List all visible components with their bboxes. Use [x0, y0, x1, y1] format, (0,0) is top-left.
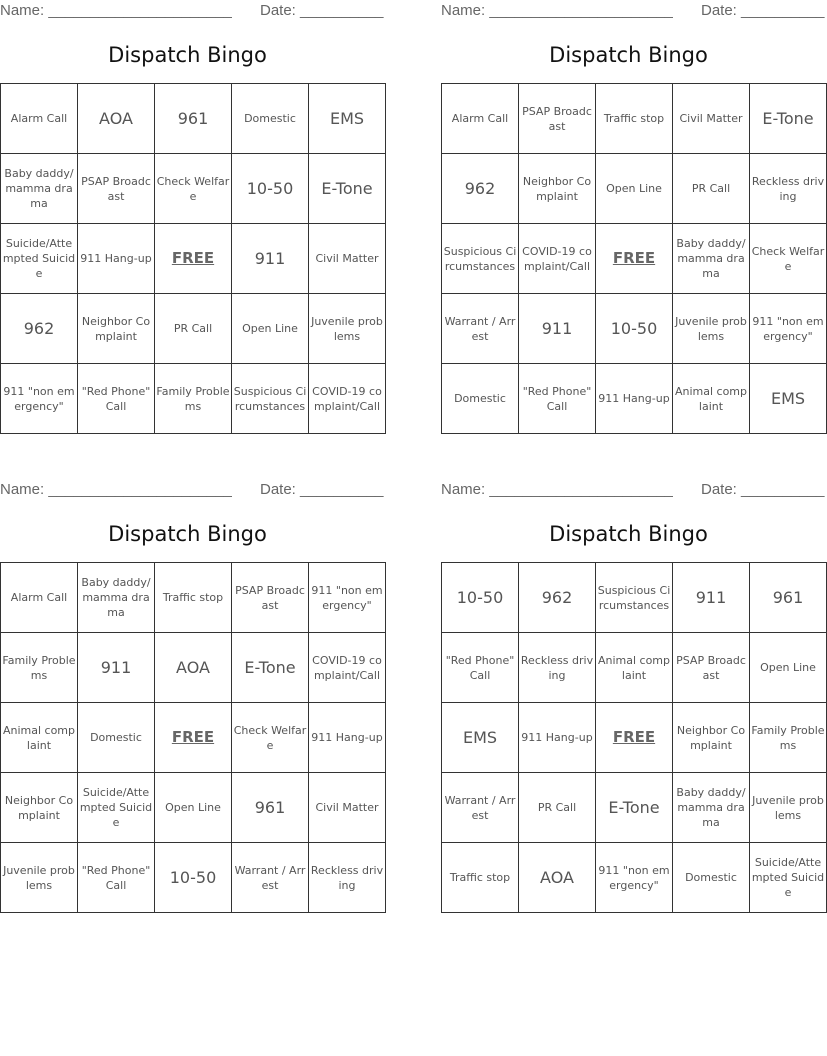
- bingo-cell[interactable]: Suspicious Circumstances: [596, 563, 673, 633]
- bingo-row: [1, 154, 386, 224]
- bingo-cell[interactable]: 911: [232, 224, 309, 294]
- bingo-cell[interactable]: COVID-19 complaint/Call: [519, 224, 596, 294]
- bingo-cell[interactable]: Warrant / Arrest: [442, 773, 519, 843]
- bingo-cell[interactable]: EMS: [309, 84, 386, 154]
- bingo-cell[interactable]: Alarm Call: [442, 84, 519, 154]
- bingo-cell[interactable]: 911 Hang-up: [78, 224, 155, 294]
- bingo-cell[interactable]: Open Line: [596, 154, 673, 224]
- bingo-cell[interactable]: 961: [750, 563, 827, 633]
- bingo-cell[interactable]: "Red Phone" Call: [78, 843, 155, 913]
- bingo-cell[interactable]: 911: [673, 563, 750, 633]
- bingo-cell[interactable]: Baby daddy/mamma drama: [673, 773, 750, 843]
- bingo-row: [1, 703, 386, 773]
- bingo-cell[interactable]: E-Tone: [232, 633, 309, 703]
- date-field-line: Date: __________: [701, 481, 825, 498]
- bingo-cell[interactable]: AOA: [519, 843, 596, 913]
- bingo-cell[interactable]: PR Call: [673, 154, 750, 224]
- bingo-cell[interactable]: Open Line: [155, 773, 232, 843]
- free-space[interactable]: FREE: [155, 703, 232, 773]
- bingo-cell[interactable]: Reckless driving: [750, 154, 827, 224]
- bingo-row: [1, 84, 386, 154]
- bingo-row: [442, 84, 827, 154]
- date-field-line: Date: __________: [260, 2, 384, 19]
- bingo-cell[interactable]: Domestic: [232, 84, 309, 154]
- bingo-cell[interactable]: 962: [1, 294, 78, 364]
- bingo-cell[interactable]: Traffic stop: [155, 563, 232, 633]
- bingo-cell[interactable]: PSAP Broadcast: [673, 633, 750, 703]
- bingo-cell[interactable]: 911 Hang-up: [596, 364, 673, 434]
- bingo-row: [442, 633, 827, 703]
- bingo-row: [442, 224, 827, 294]
- bingo-cell[interactable]: Alarm Call: [1, 84, 78, 154]
- bingo-row: [1, 364, 386, 434]
- bingo-cell[interactable]: PSAP Broadcast: [232, 563, 309, 633]
- bingo-cell[interactable]: Reckless driving: [519, 633, 596, 703]
- card-title: Dispatch Bingo: [108, 522, 267, 546]
- bingo-cell[interactable]: "Red Phone" Call: [519, 364, 596, 434]
- bingo-row: [442, 563, 827, 633]
- bingo-cell[interactable]: Check Welfare: [155, 154, 232, 224]
- bingo-cell[interactable]: E-Tone: [596, 773, 673, 843]
- bingo-cell[interactable]: COVID-19 complaint/Call: [309, 364, 386, 434]
- bingo-row: [442, 773, 827, 843]
- bingo-cell[interactable]: Reckless driving: [309, 843, 386, 913]
- free-space[interactable]: FREE: [596, 703, 673, 773]
- bingo-cell[interactable]: Domestic: [78, 703, 155, 773]
- bingo-card-1: [0, 0, 384, 440]
- bingo-cell[interactable]: PSAP Broadcast: [78, 154, 155, 224]
- bingo-row: [1, 773, 386, 843]
- bingo-cell[interactable]: Warrant / Arrest: [442, 294, 519, 364]
- bingo-cell[interactable]: Domestic: [673, 843, 750, 913]
- bingo-cell[interactable]: 911 "non emergency": [596, 843, 673, 913]
- bingo-cell[interactable]: Suspicious Circumstances: [442, 224, 519, 294]
- bingo-cell[interactable]: 911 "non emergency": [1, 364, 78, 434]
- bingo-cell[interactable]: Juvenile problems: [1, 843, 78, 913]
- bingo-cell[interactable]: 10-50: [596, 294, 673, 364]
- bingo-cell[interactable]: Civil Matter: [309, 773, 386, 843]
- bingo-cell[interactable]: Civil Matter: [309, 224, 386, 294]
- bingo-row: [1, 843, 386, 913]
- bingo-cell[interactable]: Neighbor Complaint: [673, 703, 750, 773]
- bingo-cell[interactable]: 962: [442, 154, 519, 224]
- bingo-cell[interactable]: "Red Phone" Call: [78, 364, 155, 434]
- bingo-cell[interactable]: Baby daddy/mamma drama: [78, 563, 155, 633]
- bingo-cell[interactable]: Animal complaint: [596, 633, 673, 703]
- bingo-cell[interactable]: 962: [519, 563, 596, 633]
- bingo-cell[interactable]: Family Problems: [155, 364, 232, 434]
- bingo-cell[interactable]: 911: [519, 294, 596, 364]
- bingo-row: [442, 294, 827, 364]
- bingo-cell[interactable]: Neighbor Complaint: [1, 773, 78, 843]
- bingo-cell[interactable]: 911 "non emergency": [309, 563, 386, 633]
- bingo-cell[interactable]: Family Problems: [750, 703, 827, 773]
- bingo-cell[interactable]: E-Tone: [309, 154, 386, 224]
- bingo-cell[interactable]: Traffic stop: [442, 843, 519, 913]
- name-field-line: Name: ______________________: [441, 481, 673, 498]
- bingo-grid: [0, 562, 386, 913]
- bingo-cell[interactable]: Family Problems: [1, 633, 78, 703]
- bingo-cell[interactable]: 10-50: [232, 154, 309, 224]
- bingo-cell[interactable]: 961: [155, 84, 232, 154]
- bingo-cell[interactable]: PSAP Broadcast: [519, 84, 596, 154]
- bingo-cell[interactable]: Open Line: [750, 633, 827, 703]
- card-title: Dispatch Bingo: [549, 43, 708, 67]
- bingo-card-4: [441, 479, 825, 919]
- bingo-grid: [441, 562, 827, 913]
- name-field-line: Name: ______________________: [0, 481, 232, 498]
- bingo-cell[interactable]: Check Welfare: [750, 224, 827, 294]
- bingo-cell[interactable]: Suspicious Circumstances: [232, 364, 309, 434]
- bingo-cell[interactable]: Juvenile problems: [750, 773, 827, 843]
- bingo-cell[interactable]: Alarm Call: [1, 563, 78, 633]
- bingo-grid: [0, 83, 386, 434]
- bingo-cell[interactable]: Neighbor Complaint: [78, 294, 155, 364]
- bingo-cell[interactable]: PR Call: [155, 294, 232, 364]
- bingo-cell[interactable]: AOA: [78, 84, 155, 154]
- bingo-cell[interactable]: 911: [78, 633, 155, 703]
- bingo-cell[interactable]: Juvenile problems: [673, 294, 750, 364]
- bingo-cell[interactable]: Baby daddy/mamma drama: [673, 224, 750, 294]
- bingo-cell[interactable]: "Red Phone" Call: [442, 633, 519, 703]
- bingo-cell[interactable]: Animal complaint: [1, 703, 78, 773]
- bingo-cell[interactable]: 911 "non emergency": [750, 294, 827, 364]
- bingo-cell[interactable]: EMS: [750, 364, 827, 434]
- bingo-cell[interactable]: Juvenile problems: [309, 294, 386, 364]
- bingo-cell[interactable]: PR Call: [519, 773, 596, 843]
- date-field-line: Date: __________: [701, 2, 825, 19]
- bingo-cell[interactable]: Warrant / Arrest: [232, 843, 309, 913]
- bingo-cell[interactable]: Suicide/Attempted Suicide: [78, 773, 155, 843]
- bingo-card-3: [0, 479, 384, 919]
- bingo-cell[interactable]: Traffic stop: [596, 84, 673, 154]
- bingo-cell[interactable]: EMS: [442, 703, 519, 773]
- bingo-cell[interactable]: E-Tone: [750, 84, 827, 154]
- bingo-cell[interactable]: Animal complaint: [673, 364, 750, 434]
- card-title: Dispatch Bingo: [549, 522, 708, 546]
- bingo-row: [442, 703, 827, 773]
- free-space[interactable]: FREE: [596, 224, 673, 294]
- bingo-cell[interactable]: Suicide/Attempted Suicide: [1, 224, 78, 294]
- free-space[interactable]: FREE: [155, 224, 232, 294]
- date-field-line: Date: __________: [260, 481, 384, 498]
- bingo-cell[interactable]: Neighbor Complaint: [519, 154, 596, 224]
- bingo-cell[interactable]: 10-50: [442, 563, 519, 633]
- card-title: Dispatch Bingo: [108, 43, 267, 67]
- bingo-cell[interactable]: 10-50: [155, 843, 232, 913]
- bingo-cell[interactable]: AOA: [155, 633, 232, 703]
- bingo-cell[interactable]: Check Welfare: [232, 703, 309, 773]
- bingo-row: [442, 364, 827, 434]
- bingo-card-2: [441, 0, 825, 440]
- name-field-line: Name: ______________________: [0, 2, 232, 19]
- bingo-cell[interactable]: Baby daddy/mamma drama: [1, 154, 78, 224]
- bingo-cell[interactable]: Domestic: [442, 364, 519, 434]
- bingo-cell[interactable]: Open Line: [232, 294, 309, 364]
- name-field-line: Name: ______________________: [441, 2, 673, 19]
- bingo-cell[interactable]: COVID-19 complaint/Call: [309, 633, 386, 703]
- bingo-row: [442, 154, 827, 224]
- bingo-grid: [441, 83, 827, 434]
- bingo-row: [442, 843, 827, 913]
- bingo-cell[interactable]: Civil Matter: [673, 84, 750, 154]
- bingo-cell[interactable]: Suicide/Attempted Suicide: [750, 843, 827, 913]
- bingo-row: [1, 633, 386, 703]
- bingo-cell[interactable]: 911 Hang-up: [309, 703, 386, 773]
- bingo-cell[interactable]: 961: [232, 773, 309, 843]
- bingo-row: [1, 294, 386, 364]
- bingo-cell[interactable]: 911 Hang-up: [519, 703, 596, 773]
- bingo-row: [1, 224, 386, 294]
- bingo-row: [1, 563, 386, 633]
